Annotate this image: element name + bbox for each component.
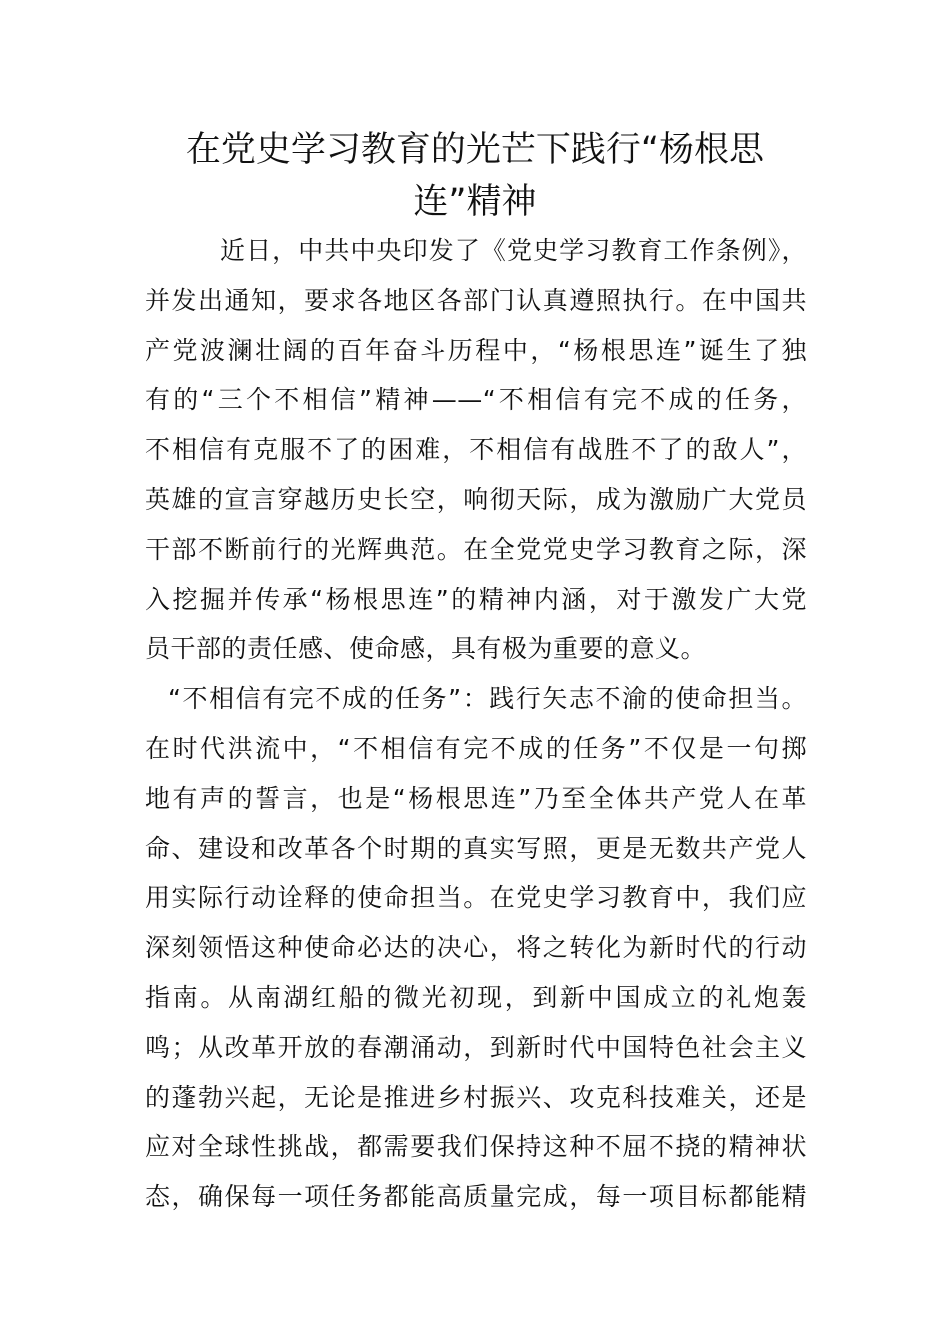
paragraph-1 [145,226,807,674]
text-line: 的蓬勃兴起，无论是推进乡村振兴、攻克科技难关，还是 [145,1082,807,1112]
text-line: 指南。从南湖红船的微光初现，到新中国成立的礼炮轰 [145,982,807,1012]
text-line: 应对全球性挑战，都需要我们保持这种不屈不挠的精神状 [145,1132,807,1162]
text-line: 产党波澜壮阔的百年奋斗历程中，“杨根思连”诞生了独 [145,335,807,365]
text-line: 深刻领悟这种使命必达的决心，将之转化为新时代的行动 [145,933,807,963]
text-line: 用实际行动诠释的使命担当。在党史学习教育中，我们应 [145,883,807,913]
text-line: 并发出通知，要求各地区各部门认真遵照执行。在中国共 [145,285,807,315]
title-line: 连”精神 [413,182,537,222]
paragraph-2 [145,674,807,1222]
text-line: 地有声的誓言，也是“杨根思连”乃至全体共产党人在革 [145,783,807,813]
text-line: 英雄的宣言穿越历史长空，响彻天际，成为激励广大党员 [145,484,807,514]
text-line: 不相信有克服不了的困难，不相信有战胜不了的敌人”， [145,435,807,465]
text-line: “不相信有完不成的任务”：践行矢志不渝的使命担当。 [168,684,807,714]
text-line: 在时代洪流中，“不相信有完不成的任务”不仅是一句掷 [145,733,807,763]
text-line: 干部不断前行的光辉典范。在全党党史学习教育之际，深 [145,534,807,564]
text-line: 命、建设和改革各个时期的真实写照，更是无数共产党人 [145,833,807,863]
text-line: 入挖掘并传承“杨根思连”的精神内涵，对于激发广大党 [145,584,807,614]
text-line: 近日，中共中央印发了《党史学习教育工作条例》， [220,236,807,265]
title-line: 在党史学习教育的光芒下践行“杨根思 [185,130,765,170]
document-body [145,226,807,1222]
text-line: 员干部的责任感、使命感，具有极为重要的意义。 [145,634,707,664]
text-line: 态，确保每一项任务都能高质量完成，每一项目标都能精 [145,1182,807,1212]
text-line: 鸣；从改革开放的春潮涌动，到新时代中国特色社会主义 [145,1032,807,1062]
text-line: 有的“三个不相信”精神——“不相信有完不成的任务， [145,385,807,415]
document-title [145,124,805,228]
